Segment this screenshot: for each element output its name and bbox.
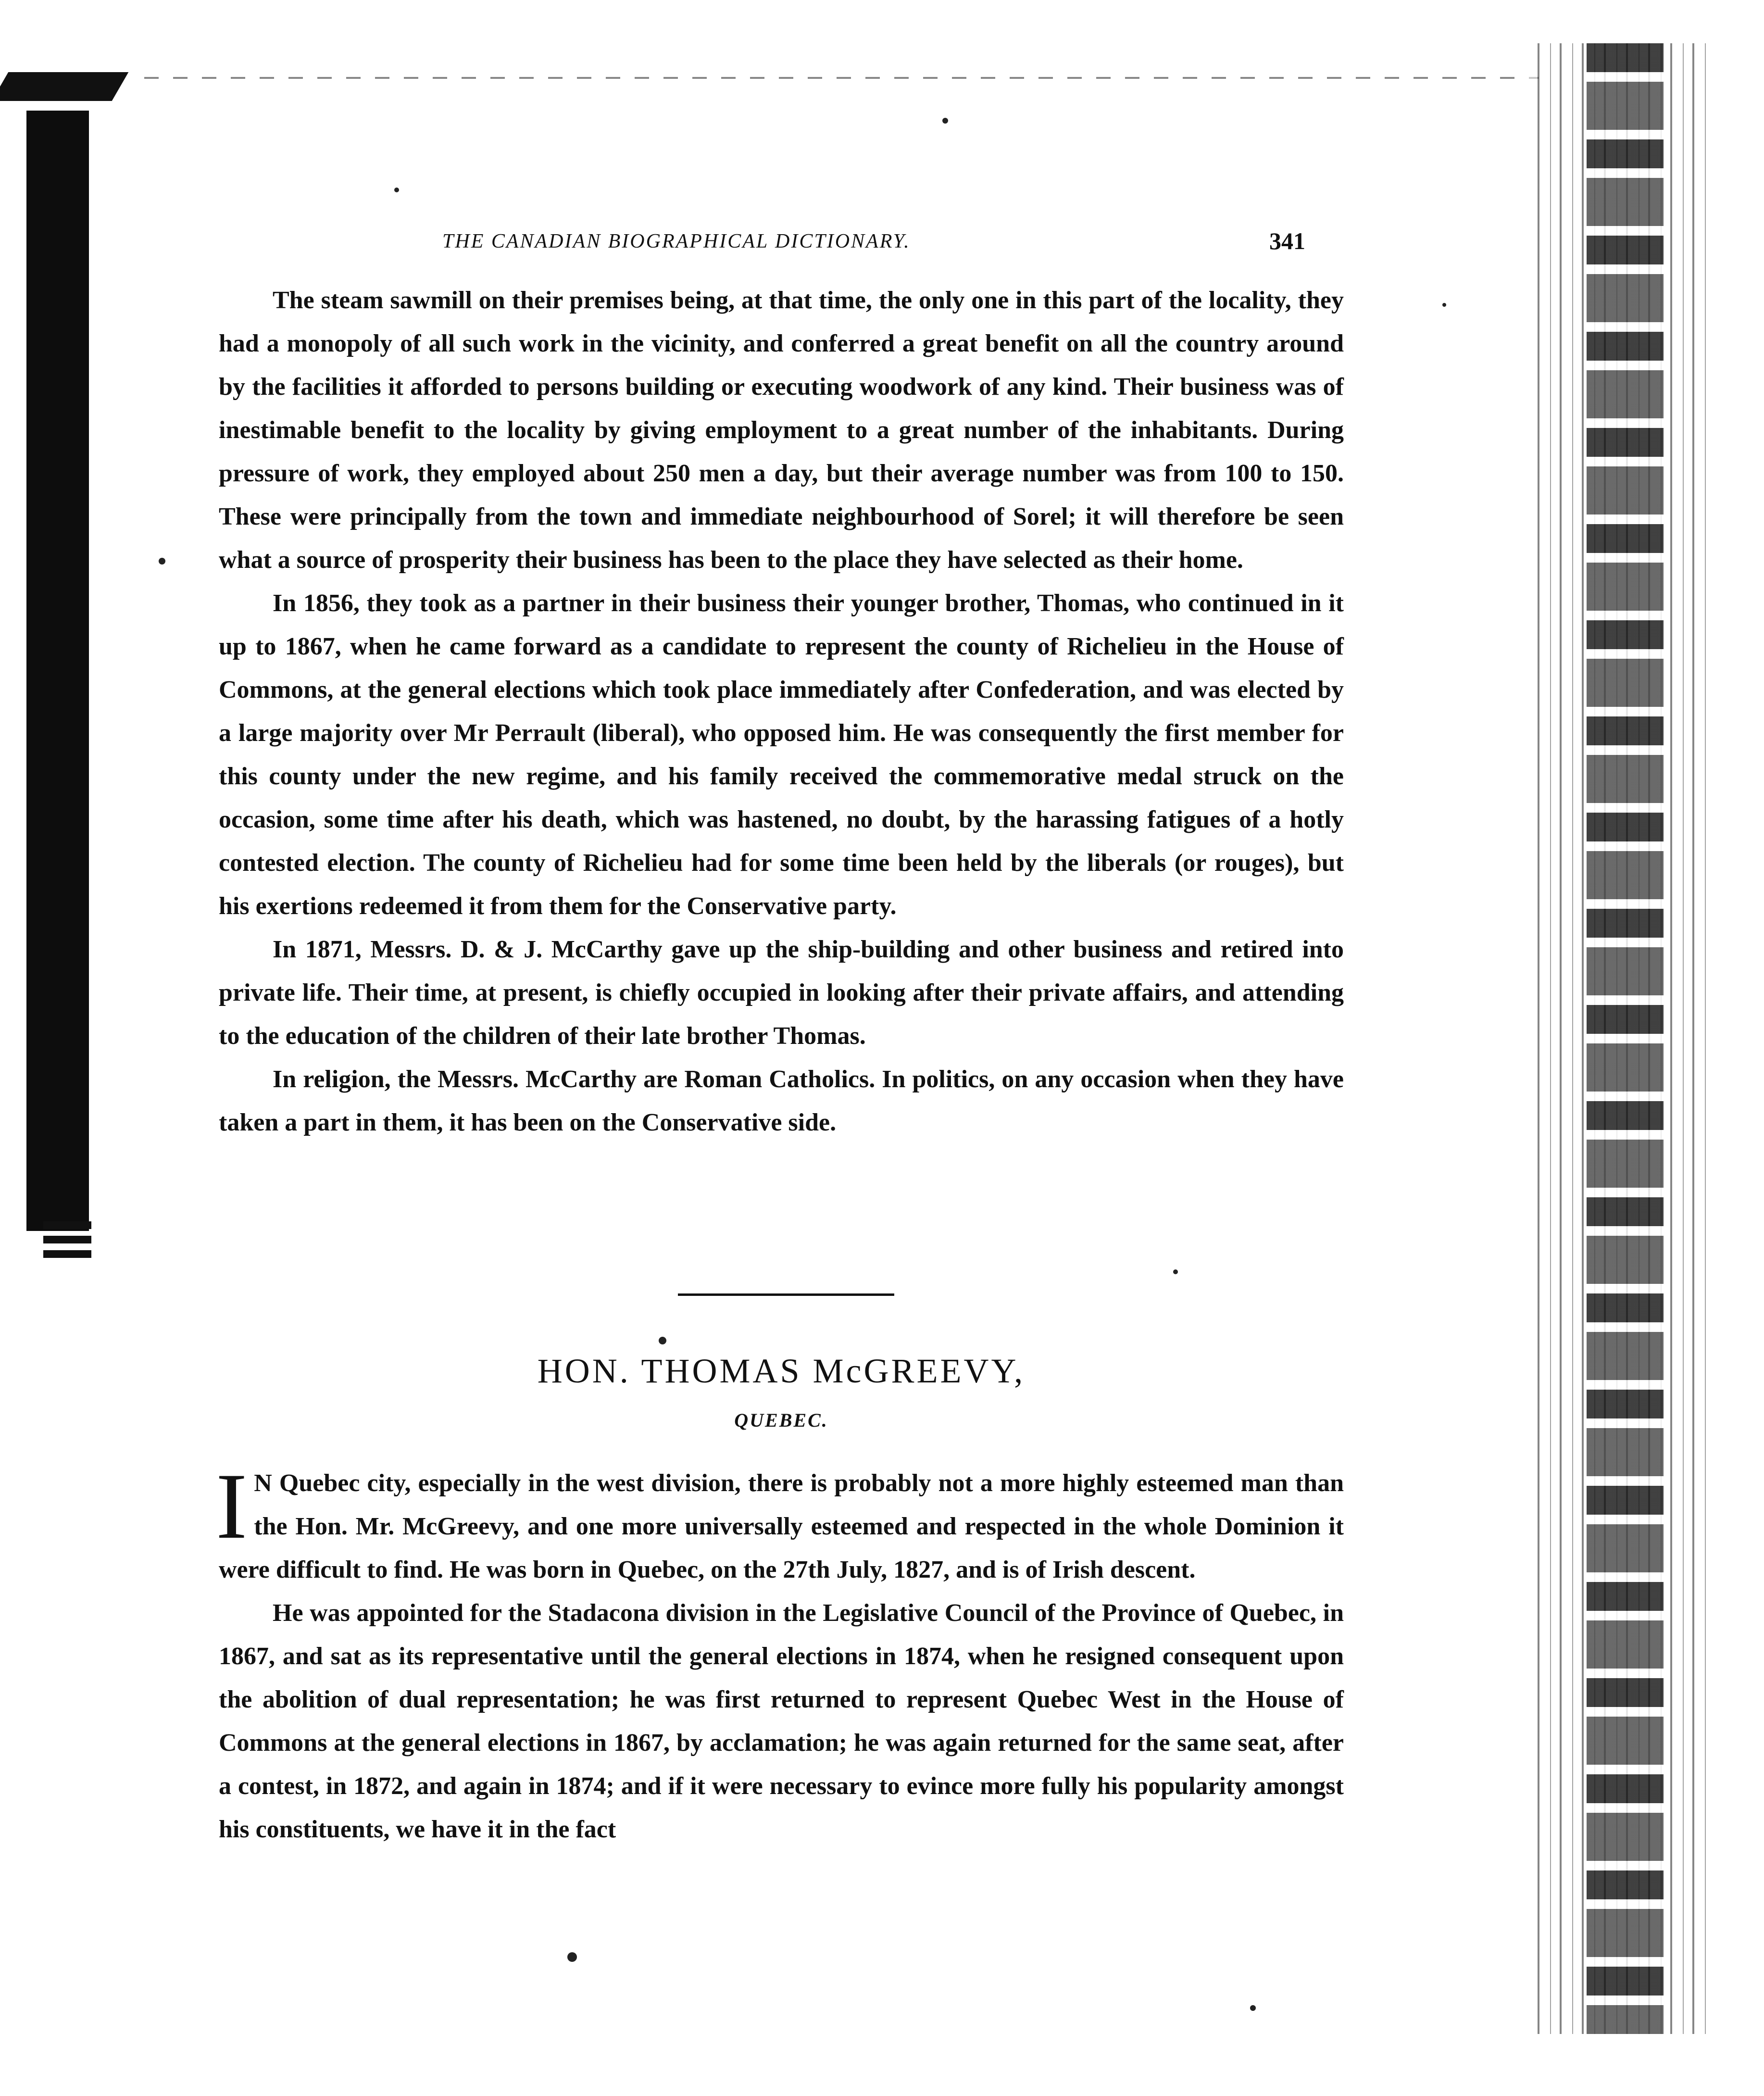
paragraph-text: N Quebec city, especially in the west division, there is probably not a more highly esteemed man than the Hon. Mr. McGreevy, and one more universally esteemed and respected in the whole Dominion it were difficult to find. He was born in Quebec, on the 27th July, 1827, and is of Irish descent. (219, 1469, 1344, 1583)
running-head: THE CANADIAN BIOGRAPHICAL DICTIONARY. (442, 230, 911, 252)
scan-edge-notch (43, 1250, 91, 1258)
paragraph: In religion, the Messrs. McCarthy are Roman Catholics. In politics, on any occasion when they have taken a part in them, it has been on the Conservative side. (219, 1066, 1344, 1136)
scan-top-noise (144, 77, 1539, 79)
drop-cap: I (216, 1454, 248, 1558)
article-location: QUEBEC. (734, 1409, 828, 1431)
scan-speck (567, 1952, 577, 1962)
section-divider (678, 1293, 894, 1296)
page-number: 341 (1269, 227, 1305, 254)
article-title: HON. THOMAS McGREEVY, (537, 1352, 1026, 1390)
article-continuation (219, 279, 1344, 1144)
scan-edge-notch (43, 1221, 91, 1229)
scan-speck (942, 118, 948, 124)
paragraph: In 1856, they took as a partner in their business their younger brother, Thomas, who continued in it up to 1867, when he came forward as a candidate to represent the county of Richelieu in the House of Commons, at the general elections which took place immediately after Confederation, and was elected by a large majority over Mr Perrault (liberal), who opposed him. He was consequently the first member for this county under the new regime, and his family received the commemorative medal struck on the occasion, some time after his death, which was hastened, no doubt, by the harassing fatigues of a hotly contested election. The county of Richelieu had for some time been held by the liberals (or rouges), but his exertions redeemed it from them for the Conservative party. (219, 590, 1344, 920)
scan-edge-shadow-top (0, 72, 128, 101)
paragraph (216, 1454, 1344, 1592)
scan-speck (1250, 2005, 1256, 2011)
paragraph: The steam sawmill on their premises being, at that time, the only one in this part of the locality, they had a monopoly of all such work in the vicinity, and conferred a great benefit on all the country around by the facilities it afforded to persons building or executing woodwork of any kind. Their business was of inestimable benefit to the locality by giving employment to a great number of the inhabitants. During pressure of work, they employed about 250 men a day, but their average number was from 100 to 150. These were principally from the town and immediate neighbourhood of Sorel; it will therefore be seen what a source of prosperity their business has been to the place they have selected as their home. (219, 287, 1344, 574)
scan-edge-notch (43, 1236, 91, 1243)
scan-speck (659, 1337, 666, 1344)
scan-speck (394, 188, 399, 192)
scan-edge-shadow-left (26, 111, 89, 1231)
article-body (216, 1454, 1344, 1851)
scan-edge-strip (1587, 43, 1664, 2034)
paragraph: He was appointed for the Stadacona division in the Legislative Council of the Province of Quebec, in 1867, and sat as its representative until the general elections in 1874, when he resigned consequent upon the abolition of dual representation; he was first returned to represent Quebec West in the House of Commons at the general elections in 1867, by acclamation; he was again returned for the same seat, after a contest, in 1872, and again in 1874; and if it were necessary to evince more fully his popularity amongst his constituents, we have it in the fact (219, 1599, 1344, 1843)
scan-speck (159, 558, 165, 565)
scan-speck (1442, 303, 1446, 307)
paragraph: In 1871, Messrs. D. & J. McCarthy gave up the ship-building and other business and retired into private life. Their time, at present, is chiefly occupied in looking after their private affairs, and attending to the education of the children of their late brother Thomas. (219, 936, 1344, 1050)
scan-speck (1173, 1269, 1178, 1274)
